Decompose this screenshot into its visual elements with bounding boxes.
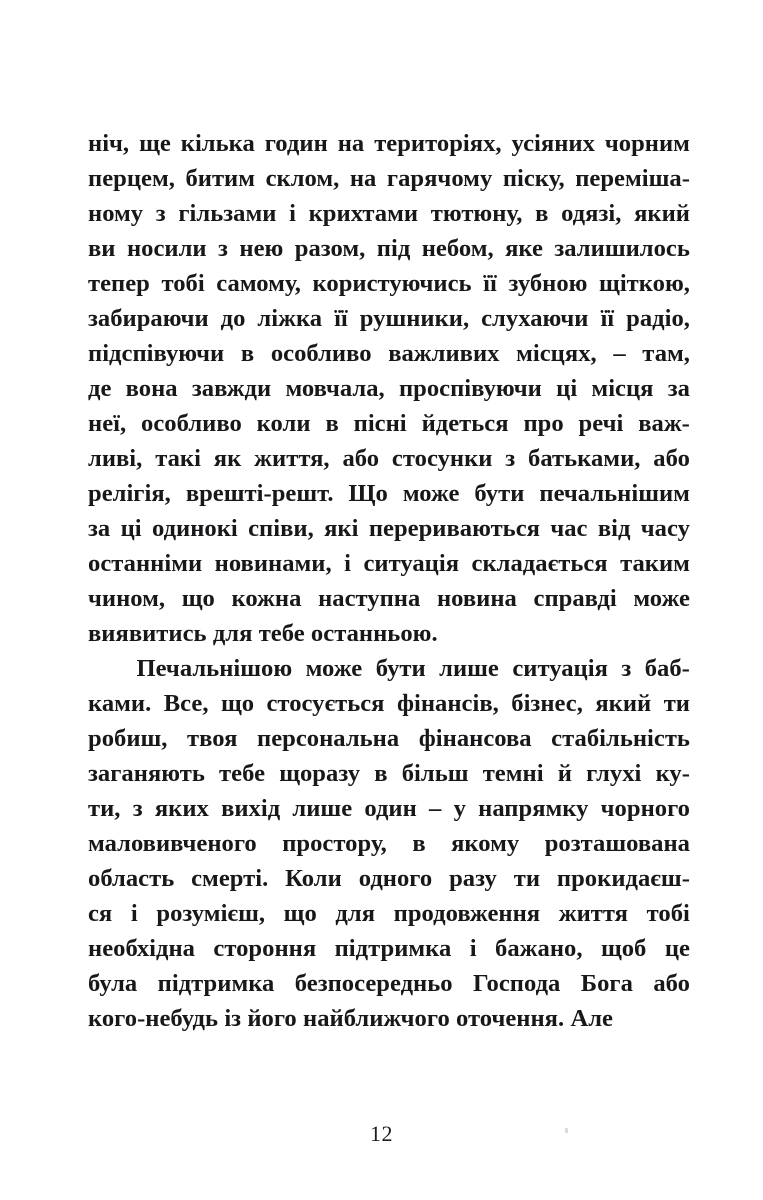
word: користуючись	[312, 270, 472, 297]
word: або	[653, 970, 690, 997]
text-line	[88, 266, 690, 301]
word: Що	[348, 480, 388, 507]
word: завжди	[191, 375, 272, 402]
word: більш	[401, 760, 469, 787]
text-line	[88, 511, 690, 546]
word: в	[240, 340, 255, 367]
word: за	[88, 515, 111, 542]
word: ками.	[88, 690, 152, 717]
word: зубною	[508, 270, 588, 297]
word: небом,	[421, 235, 494, 262]
word: маловивченого	[88, 830, 257, 857]
word: гарячому	[386, 165, 493, 192]
word: темні	[482, 760, 544, 787]
word: співи,	[248, 515, 314, 542]
word: до	[220, 305, 246, 332]
text-line: виявитись для тебе останньою.	[88, 620, 438, 647]
word: ці	[120, 515, 142, 542]
word: печальнішим	[539, 480, 690, 507]
word: ному	[88, 200, 144, 227]
text-line	[88, 896, 690, 931]
word: складається	[471, 550, 608, 577]
word: битим	[185, 165, 256, 192]
word: підтримка	[334, 935, 452, 962]
word: часу	[640, 515, 690, 542]
word: стосується	[266, 690, 385, 717]
word: час	[550, 515, 588, 542]
word: твоя	[187, 725, 238, 752]
text-line	[88, 966, 690, 1001]
word: ливі,	[88, 445, 143, 472]
word: заганяють	[88, 760, 205, 787]
word: з	[132, 795, 143, 822]
word: тютюну,	[430, 200, 523, 227]
word: ся	[88, 900, 113, 927]
page-number: 12	[370, 1121, 393, 1146]
word: розумієш,	[156, 900, 266, 927]
word: гільзами	[178, 200, 277, 227]
word: на	[337, 130, 365, 157]
word: з	[621, 655, 632, 682]
word: необхідна	[88, 935, 195, 962]
word: з	[155, 200, 166, 227]
word: батьками,	[528, 445, 641, 472]
word: розташована	[544, 830, 690, 857]
word: ку-	[655, 760, 690, 787]
word: самому,	[216, 270, 301, 297]
word: один	[364, 795, 417, 822]
word: може	[633, 585, 690, 612]
word: перцем,	[88, 165, 175, 192]
word: на	[349, 165, 377, 192]
word: справді	[533, 585, 617, 612]
paragraph-indent	[88, 651, 123, 686]
word: переміша-	[575, 165, 690, 192]
text-line	[88, 441, 690, 476]
word: ситуація	[512, 655, 608, 682]
text-line	[88, 406, 690, 441]
word: рушники,	[359, 305, 470, 332]
word: ти	[663, 690, 690, 717]
word: новинами,	[214, 550, 332, 577]
paragraph-1	[88, 126, 690, 651]
word: ви	[88, 235, 116, 262]
word: її	[483, 270, 497, 297]
word: йдеться	[421, 410, 509, 437]
word: це	[664, 935, 690, 962]
word: ліжка	[257, 305, 323, 332]
word: релігія,	[88, 480, 171, 507]
word: як	[213, 445, 242, 472]
word: таким	[620, 550, 690, 577]
word: яке	[505, 235, 543, 262]
text-line	[88, 931, 690, 966]
word: щіткою,	[599, 270, 690, 297]
word: ці	[556, 375, 578, 402]
word: місця	[591, 375, 654, 402]
word: тепер	[88, 270, 150, 297]
word: важ-	[638, 410, 690, 437]
text-line	[88, 336, 690, 371]
word: стабільність	[551, 725, 690, 752]
word: і	[344, 550, 351, 577]
word: разу	[449, 865, 497, 892]
word: мовчала,	[285, 375, 385, 402]
word: піску,	[502, 165, 565, 192]
word: якому	[451, 830, 520, 857]
word: що	[283, 900, 317, 927]
word: пісні	[353, 410, 407, 437]
word: напрямку	[478, 795, 589, 822]
word: може	[402, 480, 460, 507]
text-line	[88, 126, 690, 161]
word: речі	[578, 410, 624, 437]
text-line	[88, 791, 690, 826]
word: робиш,	[88, 725, 168, 752]
word: Все,	[163, 690, 209, 717]
word: забираючи	[88, 305, 209, 332]
word: де	[88, 375, 112, 402]
word: яких	[154, 795, 209, 822]
word: фінансів,	[396, 690, 499, 717]
word: особливо	[270, 340, 372, 367]
word: –	[613, 340, 626, 367]
word: і	[130, 900, 138, 927]
word: або	[653, 445, 690, 472]
word: в	[535, 200, 549, 227]
word: й	[557, 760, 572, 787]
text-line	[88, 196, 690, 231]
word: стороння	[213, 935, 317, 962]
word: глухі	[586, 760, 642, 787]
word: врешті-решт.	[185, 480, 334, 507]
word: одинокі	[151, 515, 238, 542]
word: разом,	[294, 235, 366, 262]
word: щоб	[600, 935, 647, 962]
word: вихід	[221, 795, 281, 822]
word: баб-	[644, 655, 690, 682]
word: Печальнішою	[136, 655, 293, 682]
word: продовження	[393, 900, 541, 927]
word: ніч,	[88, 130, 130, 157]
text-line	[88, 826, 690, 861]
text-line	[88, 371, 690, 406]
word: ти,	[88, 795, 121, 822]
word: кілька	[180, 130, 255, 157]
word: який	[595, 690, 652, 717]
word: у	[453, 795, 466, 822]
word: одязі,	[561, 200, 622, 227]
word: за	[667, 375, 690, 402]
text-line	[88, 231, 690, 266]
word: і	[289, 200, 296, 227]
word: перериваються	[368, 515, 540, 542]
word: ти	[513, 865, 541, 892]
word: може	[305, 655, 363, 682]
word: фінансова	[418, 725, 532, 752]
word: щоразу	[279, 760, 361, 787]
word: новина	[436, 585, 517, 612]
word: в	[325, 410, 339, 437]
word: тобі	[161, 270, 205, 297]
word: чином,	[88, 585, 166, 612]
word: проспівуючи	[398, 375, 542, 402]
word: такі	[155, 445, 201, 472]
text-line	[88, 756, 690, 791]
word: там,	[642, 340, 690, 367]
word: годин	[264, 130, 328, 157]
word: територіях,	[374, 130, 502, 157]
word: тобі	[646, 900, 690, 927]
text-line	[88, 651, 690, 686]
word: склом,	[265, 165, 340, 192]
word: її	[600, 305, 615, 332]
word: область	[88, 865, 175, 892]
word: Господа	[473, 970, 561, 997]
word: стосунки	[391, 445, 493, 472]
word: простору,	[282, 830, 387, 857]
word: в	[412, 830, 426, 857]
word: життя	[558, 900, 628, 927]
word: радіо,	[626, 305, 690, 332]
word: останніми	[88, 550, 203, 577]
word: або	[342, 445, 380, 472]
word: бажано,	[495, 935, 583, 962]
word: який	[634, 200, 690, 227]
word: коли	[256, 410, 311, 437]
word: і	[469, 935, 477, 962]
word: чорного	[600, 795, 690, 822]
word: крихтами	[308, 200, 419, 227]
word: ситуація	[363, 550, 460, 577]
word: Бога	[580, 970, 633, 997]
word: усіяних	[511, 130, 595, 157]
word: безпосередньо	[294, 970, 453, 997]
word: підспівуючи	[88, 340, 225, 367]
word: від	[597, 515, 631, 542]
word: її	[334, 305, 348, 332]
word: під	[376, 235, 411, 262]
word: з	[505, 445, 516, 472]
paragraph-2	[88, 651, 690, 1036]
word: персональна	[257, 725, 400, 752]
word: одного	[358, 865, 433, 892]
word: носили	[126, 235, 207, 262]
word: була	[88, 970, 138, 997]
text-line	[88, 476, 690, 511]
word: життя,	[254, 445, 330, 472]
word: кожна	[231, 585, 302, 612]
word: підтримка	[157, 970, 275, 997]
word: бути	[375, 655, 426, 682]
word: –	[429, 795, 442, 822]
word: тебе	[219, 760, 266, 787]
word: в	[374, 760, 388, 787]
text-line	[88, 546, 690, 581]
scan-speck	[565, 1128, 568, 1133]
word: прокидаєш-	[556, 865, 690, 892]
word: залишилось	[554, 235, 690, 262]
text-line	[88, 861, 690, 896]
word: нею	[239, 235, 284, 262]
word: для	[335, 900, 376, 927]
text-line	[88, 161, 690, 196]
text-line: кого-небудь із його найближчого оточення. Але	[88, 1005, 613, 1032]
word: бізнес,	[511, 690, 583, 717]
word: важливих	[388, 340, 500, 367]
word: лише	[439, 655, 499, 682]
text-line	[88, 721, 690, 756]
word: особливо	[141, 410, 242, 437]
word: смерті.	[191, 865, 269, 892]
word: Коли	[285, 865, 342, 892]
word: наступна	[318, 585, 421, 612]
page-text-block	[88, 126, 690, 1036]
word: ще	[139, 130, 171, 157]
word: місцях,	[516, 340, 597, 367]
word: слухаючи	[481, 305, 589, 332]
word: бути	[474, 480, 525, 507]
word: що	[181, 585, 215, 612]
word: лише	[292, 795, 353, 822]
word: неї,	[88, 410, 127, 437]
text-line	[88, 686, 690, 721]
word: вона	[125, 375, 178, 402]
text-line	[88, 301, 690, 336]
word: які	[324, 515, 359, 542]
word: що	[220, 690, 255, 717]
word: з	[218, 235, 228, 262]
word: про	[523, 410, 564, 437]
word: чорним	[604, 130, 690, 157]
text-line	[88, 581, 690, 616]
